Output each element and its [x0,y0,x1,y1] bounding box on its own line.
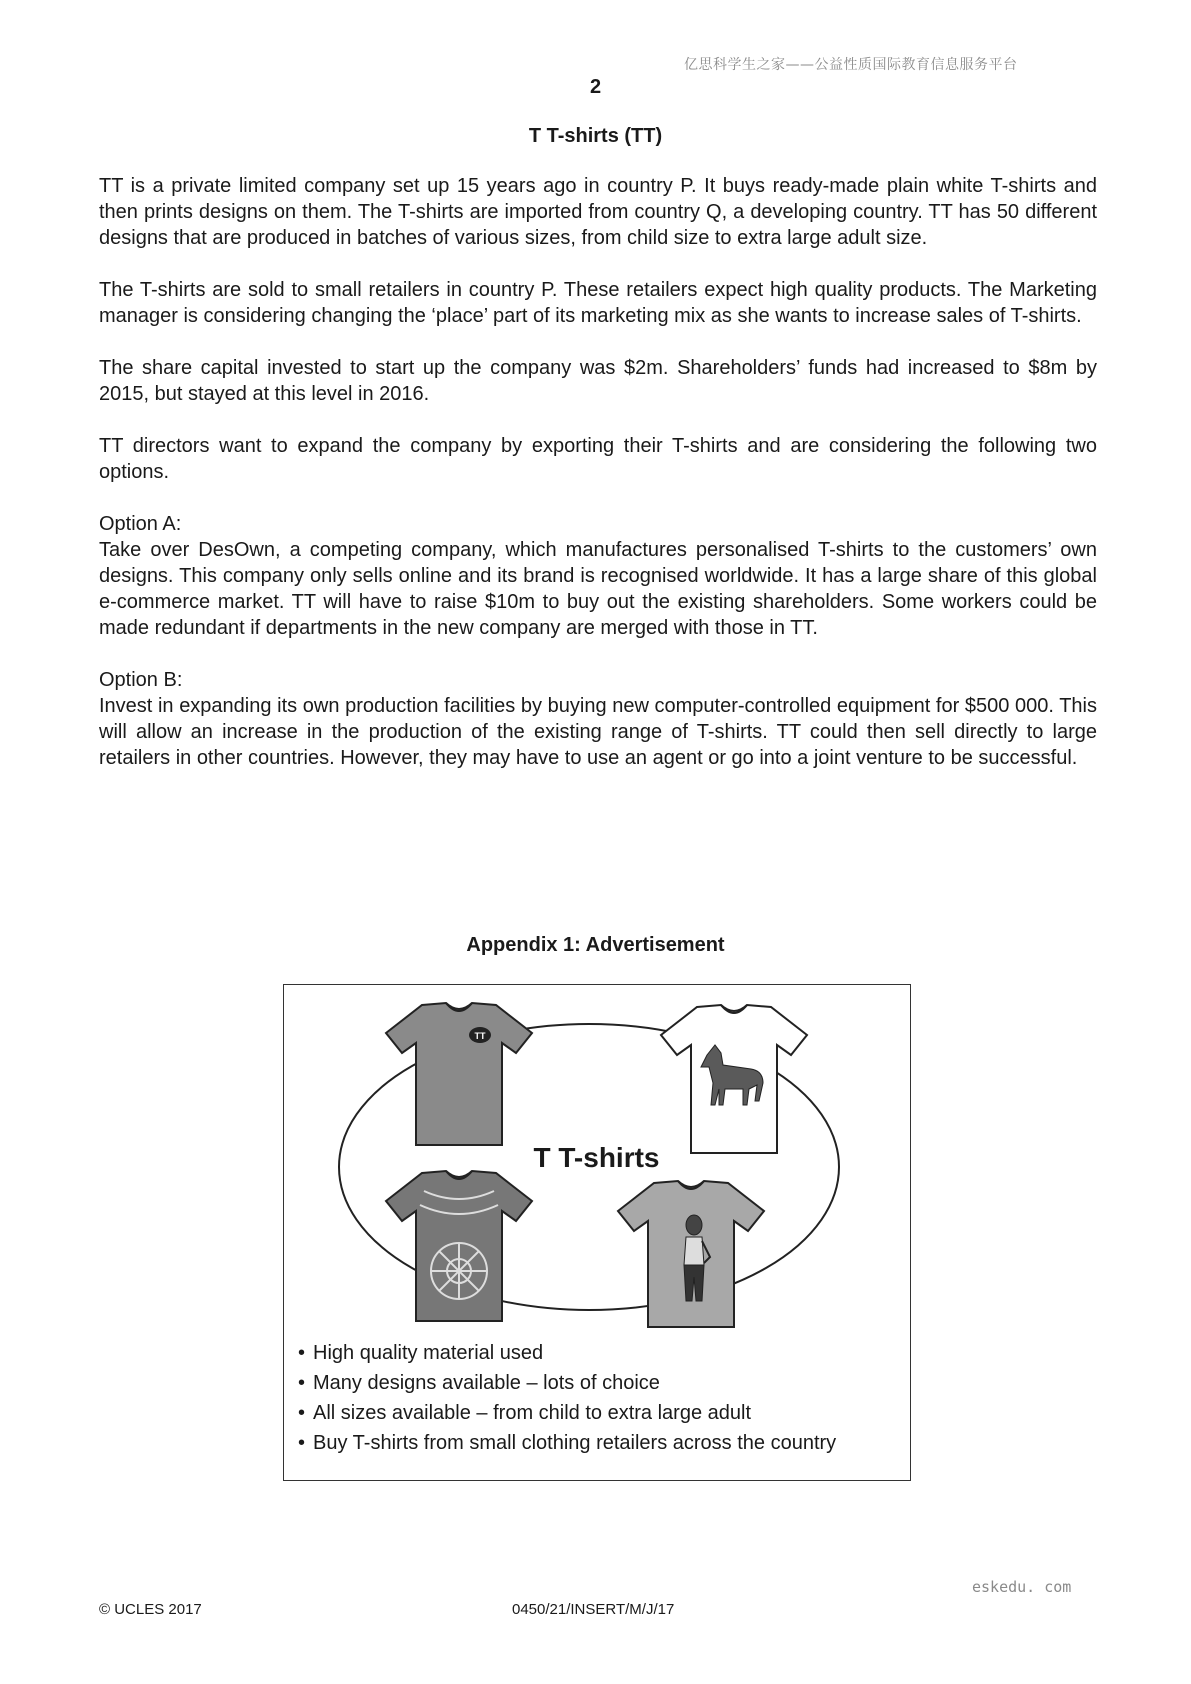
footer-code: 0450/21/INSERT/M/J/17 [512,1601,675,1618]
tshirt-logo-icon [386,1003,532,1145]
footer-copyright: © UCLES 2017 [99,1601,202,1618]
watermark-footer: eskedu. com [972,1578,1072,1596]
appendix-title: Appendix 1: Advertisement [466,934,725,956]
paragraph-intro: TT is a private limited company set up 15 years ago in country P. It buys ready-made plain white T-shirts and then prints designs on them. The T-shirts are imported from country Q, a developing country. TT has 50 different designs that are produced in batches of various sizes, from child size to extra large adult size. [99,175,1097,249]
option-b-heading: Option B: [99,669,183,691]
ad-bullet-item: • All sizes available – from child to extra large adult [298,1398,836,1428]
ad-bullet-item: • High quality material used [298,1338,836,1368]
paragraph-expansion: TT directors want to expand the company by exporting their T-shirts and are considering the following two options. [99,435,1097,483]
ad-bullet-item: • Many designs available – lots of choice [298,1368,836,1398]
paragraph-share-capital: The share capital invested to start up the company was $2m. Shareholders’ funds had increased to $8m by 2015, but stayed at this level in 2016. [99,357,1097,405]
option-b-text: Invest in expanding its own production facilities by buying new computer-controlled equipment for $500 000. This will allow an increase in the production of the existing range of T-shirts. TT could then sell directly to large retailers in other countries. However, they may have to use an agent or go into a joint venture to be successful. [99,695,1097,769]
case-body [99,173,1097,797]
advertisement-box [283,984,911,1481]
case-title: T T-shirts (TT) [528,125,663,147]
ad-bullet-item: • Buy T-shirts from small clothing retailers across the country [298,1428,836,1458]
svg-text:TT: TT [474,1031,486,1041]
option-a-heading: Option A: [99,513,182,535]
ad-bullet-list [298,1338,836,1458]
page-number: 2 [589,76,602,98]
tshirt-pattern-icon [386,1171,532,1321]
paragraph-retailers: The T-shirts are sold to small retailers in country P. These retailers expect high quality products. The Marketing manager is considering changing the ‘place’ part of its marketing mix as she wants to increase sales of T-shirts. [99,279,1097,327]
ad-brand-name: T T-shirts [533,1142,660,1173]
option-a-text: Take over DesOwn, a competing company, which manufactures personalised T-shirts to the customers’ own designs. This company only sells online and its brand is recognised worldwide. It has a large share of this global e-commerce market. TT will have to raise $10m to buy out the existing shareholders. Some workers could be made redundant if departments in the new company are merged with those in TT. [99,539,1097,639]
watermark-header: 亿思科学生之家——公益性质国际教育信息服务平台 [684,57,1018,73]
tshirt-woman-icon [618,1181,764,1327]
